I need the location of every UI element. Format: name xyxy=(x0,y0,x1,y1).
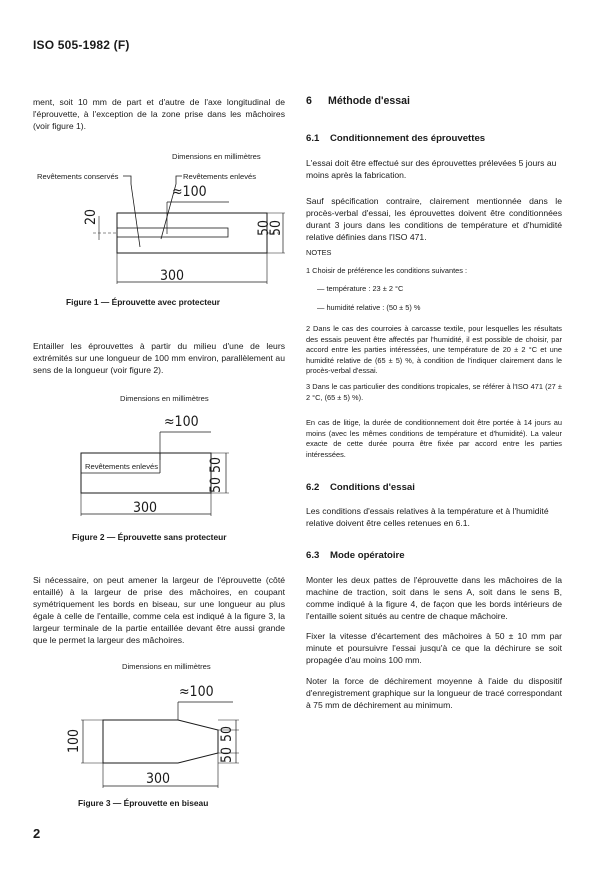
standard-header: ISO 505-1982 (F) xyxy=(33,38,130,52)
figure1-label-removed: Revêtements enlevés xyxy=(183,172,257,181)
figure1-dim-left: 20 xyxy=(83,208,99,225)
note1-temperature: — température : 23 ± 2 °C xyxy=(317,284,404,293)
section6-2-p1: Les conditions d'essais relatives à la température et à l'humidité relative doivent être celles retenues en 6.1. xyxy=(306,506,549,528)
section6-3-p2: Fixer la vitesse d'écartement des mâchoires à 50 ± 10 mm par minute et poursuivre l'essai jusqu'à ce que la déchirure se soit propagée d'au moins 100 mm. xyxy=(306,631,562,665)
section6-3-heading xyxy=(306,550,405,561)
figure2-caption: Figure 2 — Éprouvette sans protecteur xyxy=(72,532,227,542)
figure3-dim-bottom: 300 xyxy=(146,771,171,787)
figure1-caption: Figure 1 — Éprouvette avec protecteur xyxy=(66,297,221,307)
note1-humidity: — humidité relative : (50 ± 5) % xyxy=(317,303,421,312)
figure1-dim-right-b: 50 xyxy=(268,219,284,236)
note3: 3 Dans le cas particulier des conditions tropicales, se référer à l'ISO 471 (27 ± 2 °C, (65 ± 5) %). xyxy=(306,382,562,402)
figure1-dim-bottom: 300 xyxy=(160,268,185,284)
figure2-dim-bottom: 300 xyxy=(133,500,158,516)
figure1-label-conserved: Revêtements conservés xyxy=(37,172,119,181)
figure3-units: Dimensions en millimètres xyxy=(122,662,211,671)
section6-number: 6 xyxy=(306,95,312,107)
section6-1-p1: L'essai doit être effectué sur des éprouvettes prélevées 5 jours au moins après la fabrication. xyxy=(306,158,557,180)
section6-1-title: Conditionnement des éprouvettes xyxy=(330,133,486,144)
figure3-dim-right-a: 50 xyxy=(219,725,235,742)
figure1-dim-top: ≈100 xyxy=(172,184,207,200)
figure2-dim-top: ≈100 xyxy=(164,414,199,430)
figure3-dim-left: 100 xyxy=(66,728,82,753)
figure3-drawing xyxy=(33,676,285,790)
section6-title: Méthode d'essai xyxy=(328,95,410,107)
section6-3-p3: Noter la force de déchirement moyenne à l'aide du dispositif d'enregistrement graphique sur la longueur de tracé correspondant à 75 mm de déchirement au minimum. xyxy=(306,676,562,710)
figure2-label-removed: Revêtements enlevés xyxy=(85,462,159,471)
note1: 1 Choisir de préférence les conditions suivantes : xyxy=(306,266,468,275)
section6-3-p1: Monter les deux pattes de l'éprouvette dans les mâchoires de la machine de traction, soit dans le sens A, soit dans le sens B, comme indiqué à la figure 4, de façon que les bords intérieurs de l'entaille soient situés au centre de chaque mâchoire. xyxy=(306,575,562,621)
figure1-units: Dimensions en millimètres xyxy=(172,152,261,161)
figure2-dim-right-b: 50 xyxy=(208,476,224,493)
section6-2-title: Conditions d'essai xyxy=(330,482,415,493)
section6-1-number: 6.1 xyxy=(306,133,320,144)
section6-3-title: Mode opératoire xyxy=(330,550,405,561)
figure2-dim-right-a: 50 xyxy=(208,456,224,473)
notes-title: NOTES xyxy=(306,248,332,257)
figure3-dim-top: ≈100 xyxy=(179,684,214,700)
section6-heading xyxy=(306,95,410,107)
section6-1-heading xyxy=(306,133,485,144)
figure1-drawing xyxy=(33,164,285,294)
notch-paragraph: Entailler les éprouvettes à partir du milieu d'une de leurs extrémités sur une longueur de 100 mm environ, parallèlement au sens de la longueur (voir figure 2). xyxy=(33,341,285,375)
note2: 2 Dans le cas des courroies à carcasse textile, pour lesquelles les résultats des essais peuvent être affectés par l'humidité, il est possible de choisir, par accord entre les parties intéressées, une température de 20 ± 2 °C et une humidité relative de (65 ± 5) %, à condition de l'indiquer clairement dans le procès-verbal d'essai. xyxy=(306,324,562,375)
bevel-paragraph: Si nécessaire, on peut amener la largeur de l'éprouvette (côté entaillé) à la largeur de prise des mâchoires, en coupant symétriquement les bords en biseau, sur une longueur au plus égale à celle de l'entaille, comme cela est indiqué à la figure 3, la largeur terminale de la partie entaillée devant être aussi grande que le permet la largeur des mâchoires. xyxy=(33,575,285,645)
intro-paragraph: ment, soit 10 mm de part et d'autre de l'axe longitudinal de l'éprouvette, à l'exception de la zone prise dans les mâchoires (voir figure 1). xyxy=(33,97,285,131)
figure2-units: Dimensions en millimètres xyxy=(120,394,209,403)
litige-paragraph: En cas de litige, la durée de conditionnement doit être portée à 14 jours au moins (avec les mêmes conditions de température et d'humidité). La valeur exacte de cette durée pourra être fixée par accord entre les parties intéressées. xyxy=(306,418,562,459)
section6-2-heading xyxy=(306,482,415,493)
section6-3-number: 6.3 xyxy=(306,550,320,561)
figure3-caption: Figure 3 — Éprouvette en biseau xyxy=(78,798,209,808)
page-number: 2 xyxy=(33,826,41,841)
section6-1-p2: Sauf spécification contraire, clairement mentionnée dans le procès-verbal d'essai, les éprouvettes doivent être conditionnées durant 3 jours dans les conditions de température et d'humidité relative définies dans l'ISO 471. xyxy=(306,196,562,242)
figure2-drawing xyxy=(33,406,285,518)
section6-2-number: 6.2 xyxy=(306,482,320,493)
figure1-dim-right-a: 50 xyxy=(256,219,272,236)
figure3-dim-right-b: 50 xyxy=(219,746,235,763)
